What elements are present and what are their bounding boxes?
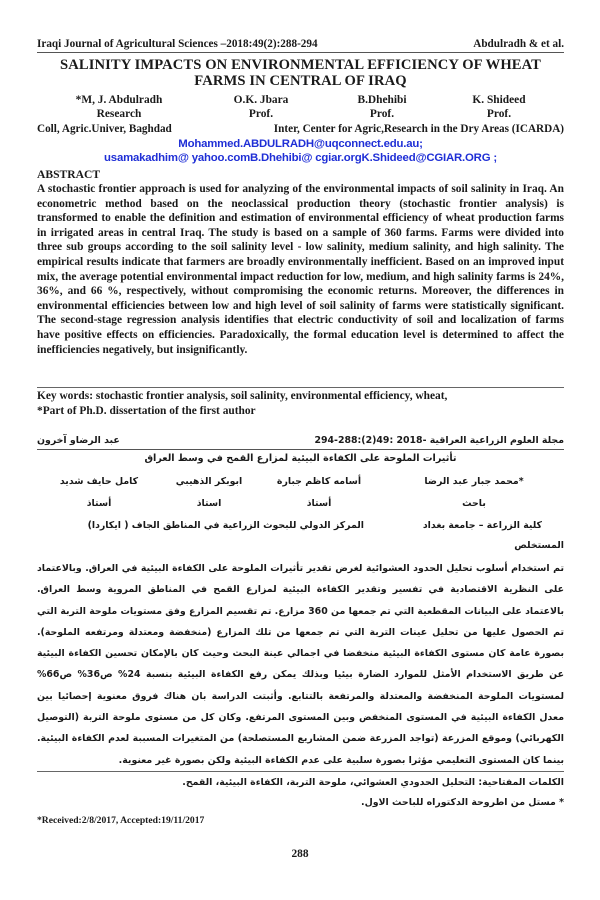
arabic-author-2-position: أستاذ <box>306 498 332 509</box>
page-number: 288 <box>291 848 309 860</box>
keywords-block <box>37 389 447 418</box>
arabic-author-4-position: أستاذ <box>86 498 112 509</box>
arabic-author-4-name: كامل حايف شديد <box>59 476 139 487</box>
email-line-1[interactable]: Mohammed.ABDULRADH@uqconnect.edu.au; <box>178 138 423 150</box>
abstract-divider <box>37 387 564 388</box>
author-2 <box>211 93 311 121</box>
arabic-running-head-authors: عبد الرضاو آخرون <box>37 435 120 446</box>
journal-citation: Iraqi Journal of Agricultural Sciences –2018:49(2):288-294 <box>37 38 318 50</box>
arabic-affiliation-right: كلية الزراعة – جامعة بغداد <box>422 520 542 531</box>
keywords: Key words: stochastic frontier analysis, soil salinity, environmental efficiency, wheat, <box>37 390 448 402</box>
arabic-author-1-position: باحث <box>462 498 486 509</box>
received-accepted-dates: *Received:2/8/2017, Accepted:19/11/2017 <box>37 815 205 826</box>
running-head <box>37 36 564 53</box>
author-3 <box>332 93 432 121</box>
affiliation-left: Coll, Agric.Univer, Baghdad <box>37 123 172 135</box>
dissertation-footnote: *Part of Ph.D. dissertation of the first author <box>37 404 256 417</box>
author-position: Prof. <box>486 108 512 120</box>
title-line-1: SALINITY IMPACTS ON ENVIRONMENTAL EFFICIENCY OF WHEAT <box>60 57 541 73</box>
arabic-author-3-position: استاذ <box>196 498 222 509</box>
arabic-author-1-name: *محمد جبار عبد الرضا <box>424 476 524 487</box>
author-name: O.K. Jbara <box>233 94 289 106</box>
title-line-2: FARMS IN CENTRAL OF IRAQ <box>194 73 407 89</box>
author-name: *M, J. Abdulradh <box>75 94 163 106</box>
abstract-body: A stochastic frontier approach is used for analyzing of the environmental impacts of soil salinity in Iraq. An econometric method based on the neoclassical production theory (stochastic frontier analysis) is transformed to enable the definition and estimation of environmental efficiency of wheat production farms in irrigated areas in central Iraq. The study is based on a sample of 360 farms. Farms were divided into three sub groups according to the soil salinity level - low salinity, medium salinity, and high salinity. The empirical results indicate that farmers are broadly environmentally inefficient. Based on an improved input mix, the average potential environmental impact reduction for low, medium, and high salinity farms is 24%, 36%, and 66 %, respectively, without compromising the economic returns. Moreover, the differences in environmental efficiencies between low and high level of soil salinity of farms were statistically significant. The second-stage regression analysis identifies that electric conductivity of soil and localization of farms have positive effects on efficiencies. Paradoxically, the formal education level is determined to affect the inefficiencies negatively, but insignificantly. <box>37 183 564 356</box>
arabic-author-2-name: أسامه كاظم جبارة <box>276 476 362 487</box>
author-position: Prof. <box>248 108 274 120</box>
author-name: B.Dhehibi <box>357 94 407 106</box>
arabic-journal-citation: مجلة العلوم الزراعية العراقية -2018 :49(2):288-294 <box>314 435 564 446</box>
arabic-abstract-body: تم استخدام أسلوب تحليل الحدود العشوائية لغرض تقدير تأثيرات الملوحة على الكفاءة البيئية في العراق. وبالاعتماد على النظرية الاقتصادية في تفسير وتقدير الكفاءة البيئية لمزارع القمح في المناطق المروية وسط العراق. بالاعتماد على البيانات المقطعية التي تم جمعها من 360 مزارع. تم تقسيم المزارع وفق مستويات ملوحة التربة التي تم الحصول عليها من تحليل عينات التربة التي تم جمعها من تلك المزارع (منخفضة ومعتدلة ومرتفعه الملوحة). بصورة عامة كان مستوى الكفاءة البيئية منخفضا في اجمالي عينة البحث وحيث كان بالإمكان تحسين الكفاءة البيئية عن طريق الاستخدام الأمثل للموارد الضارة بيئيا وبذلك يمكن رفع الكفاءة البيئية بنسبة 24% ص36% ص66% لمستويات الملوحة المنخفضة والمعتدلة والمرتفعة بالتتابع. وأثبتت الدراسة بان هناك فروق معنوية إحصائيا بين معدل الكفاءة البيئية في المستوى المنخفض وبين المستوى المرتفع. وكان كل من مستوى ملوحة التربة (التوصيل الكهربائي) وموقع المزرعة (تواجد المزرعة ضمن المشاريع المستصلحة) من المتغيرات المسببة لعدم الكفاءة البيئية. بينما كان المستوى التعليمي مؤثرا بصورة سلبية على عدم الكفاءة البيئية ولكن بصورة غير معنوية. <box>37 563 564 766</box>
arabic-title: تأثيرات الملوحة على الكفاءة البيئية لمزارع القمح في وسط العراق <box>144 453 457 464</box>
author-position: Prof. <box>369 108 395 120</box>
paper-title <box>37 57 564 89</box>
arabic-author-3-name: ابوبكر الذهيبي <box>175 476 243 487</box>
arabic-footnote: * مستل من اطروحة الدكتوراه للباحث الاول. <box>361 797 564 808</box>
arabic-keywords: الكلمات المفتاحية: التحليل الحدودي العشوائي، ملوحة التربة، الكفاءة البيئية، القمح. <box>182 777 564 788</box>
arabic-affiliation-left: المركز الدولي للبحوث الزراعية في المناطق الجاف ( ايكاردا) <box>87 520 364 531</box>
arabic-abstract-heading: المستخلص <box>514 540 564 551</box>
abstract-heading: ABSTRACT <box>37 168 101 181</box>
affiliation-right: Inter, Center for Agric,Research in the Dry Areas (ICARDA) <box>273 123 564 135</box>
arabic-abstract-divider <box>37 771 564 772</box>
author-1 <box>59 93 179 121</box>
email-line-2[interactable]: usamakadhim@ yahoo.comB.Dhehibi@ cgiar.orgK.Shideed@CGIAR.ORG ; <box>104 152 497 164</box>
running-head-authors: Abdulradh & et al. <box>473 38 564 50</box>
author-4 <box>449 93 549 121</box>
author-position: Research <box>96 108 142 120</box>
arabic-running-head <box>37 434 564 450</box>
author-name: K. Shideed <box>472 94 526 106</box>
